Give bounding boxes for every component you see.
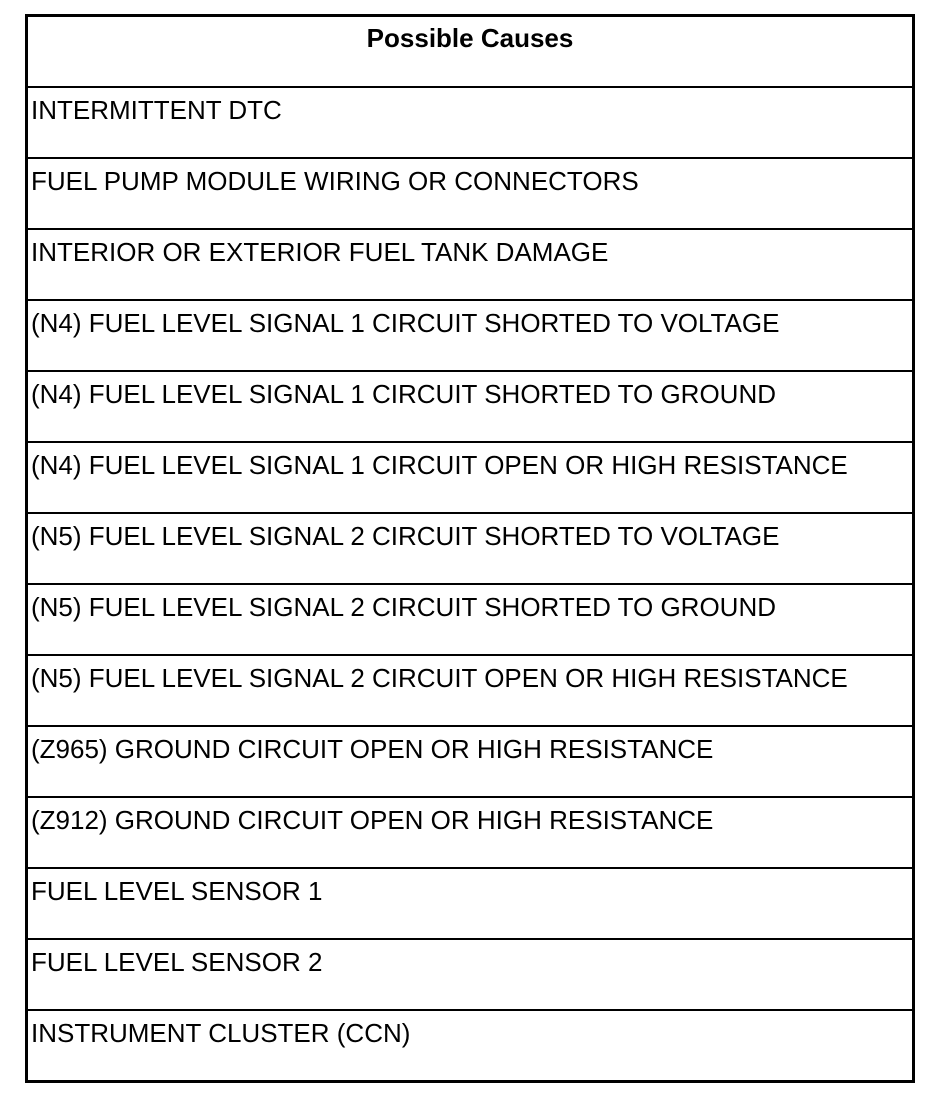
table-row: (Z965) GROUND CIRCUIT OPEN OR HIGH RESISTANCE	[28, 727, 912, 798]
table-row: (Z912) GROUND CIRCUIT OPEN OR HIGH RESISTANCE	[28, 798, 912, 869]
table-row: (N5) FUEL LEVEL SIGNAL 2 CIRCUIT OPEN OR HIGH RESISTANCE	[28, 656, 912, 727]
table-row: FUEL LEVEL SENSOR 2	[28, 940, 912, 1011]
table-row: FUEL LEVEL SENSOR 1	[28, 869, 912, 940]
table-row: (N5) FUEL LEVEL SIGNAL 2 CIRCUIT SHORTED TO VOLTAGE	[28, 514, 912, 585]
table-row: FUEL PUMP MODULE WIRING OR CONNECTORS	[28, 159, 912, 230]
table-header: Possible Causes	[28, 17, 912, 88]
table-row: INTERMITTENT DTC	[28, 88, 912, 159]
table-row: (N4) FUEL LEVEL SIGNAL 1 CIRCUIT OPEN OR HIGH RESISTANCE	[28, 443, 912, 514]
possible-causes-table	[25, 14, 915, 1083]
table-row: INTERIOR OR EXTERIOR FUEL TANK DAMAGE	[28, 230, 912, 301]
table-row: (N5) FUEL LEVEL SIGNAL 2 CIRCUIT SHORTED TO GROUND	[28, 585, 912, 656]
table-row: INSTRUMENT CLUSTER (CCN)	[31, 1018, 411, 1048]
table-row: (N4) FUEL LEVEL SIGNAL 1 CIRCUIT SHORTED TO GROUND	[28, 372, 912, 443]
table-row: (N4) FUEL LEVEL SIGNAL 1 CIRCUIT SHORTED TO VOLTAGE	[28, 301, 912, 372]
